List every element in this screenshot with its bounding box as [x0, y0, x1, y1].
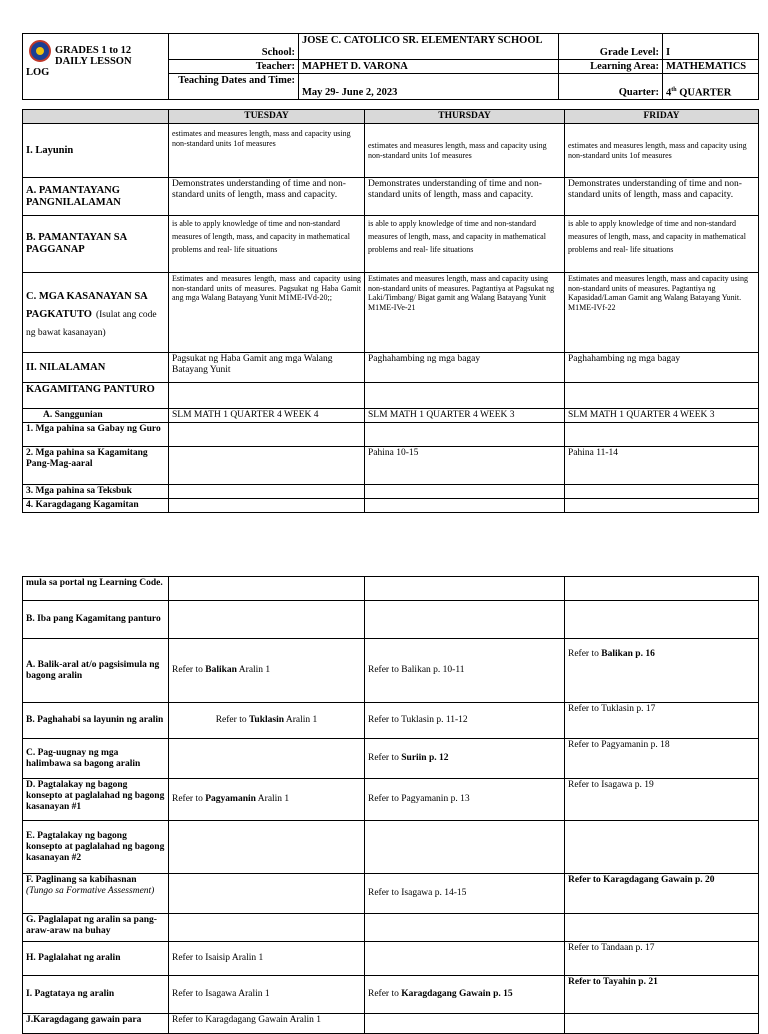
row-label-paglalahat: H. Paglalahat ng aralin — [23, 942, 169, 976]
row-label-pagtalakay1: D. Pagtalakay ng bagong konsepto at paglalahad ng bagong kasanayan #1 — [23, 779, 169, 821]
row-label-sanggunian: A. Sanggunian — [23, 409, 169, 423]
cell-balik-fri — [565, 639, 759, 703]
kasanayan-label: C. MGA KASANAYAN SA PAGKATUTO — [26, 290, 148, 320]
teaching-dates-value: May 29- June 2, 2023 — [299, 74, 559, 100]
learning-area-value: MATHEMATICS — [663, 60, 759, 74]
cell-pag-uugnay-thu — [365, 739, 565, 779]
paglinang-label: F. Paglinang sa kabihasnan — [26, 875, 137, 885]
kasanayan-note: (Isulat ang code ng bawat kasanayan) — [26, 309, 157, 338]
log-title-cell — [23, 34, 169, 100]
cell-paglalahat-thu — [365, 942, 565, 976]
lesson-table-page1 — [22, 109, 759, 513]
cell-portal-fri — [565, 577, 759, 601]
cell-kagamitang-pang-thu: Pahina 10-15 — [365, 447, 565, 485]
row-label-nilalaman: II. NILALAMAN — [23, 353, 169, 383]
day-header-blank — [23, 110, 169, 124]
cell-pagtalakay1-thu: Refer to Pagyamanin p. 13 — [365, 779, 565, 821]
row-label-paglinang — [23, 874, 169, 914]
paghahabi-tue-pre: Refer to — [215, 715, 249, 725]
cell-balik-thu: Refer to Balikan p. 10-11 — [365, 639, 565, 703]
row-label-layunin: I. Layunin — [23, 124, 169, 178]
cell-portal-thu — [365, 577, 565, 601]
pagtalakay1-tue-pre: Refer to — [172, 794, 206, 804]
day-header-thursday: THURSDAY — [365, 110, 565, 124]
cell-iba-fri — [565, 601, 759, 639]
quarter-label: Quarter: — [559, 74, 663, 100]
cell-gabay-fri — [565, 423, 759, 447]
cell-pagganap-fri: is able to apply knowledge of time and non-standard measures of length, mass, and capacity in mathematical problems and real- life situations — [565, 216, 759, 273]
row-label-iba: B. Iba pang Kagamitang panturo — [23, 601, 169, 639]
cell-teksbuk-fri — [565, 485, 759, 499]
row-label-portal: mula sa portal ng Learning Code. — [23, 577, 169, 601]
row-label-paghahabi: B. Paghahabi sa layunin ng aralin — [23, 703, 169, 739]
quarter-value: 4th QUARTER — [663, 74, 759, 100]
row-label-karagdagang-gawain: J.Karagdagang gawain para — [23, 1014, 169, 1034]
cell-pagtataya-fri: Refer to Tayahin p. 21 — [565, 976, 759, 1014]
cell-karagdagang-thu — [365, 499, 565, 513]
cell-kagamitang-pang-fri: Pahina 11-14 — [565, 447, 759, 485]
cell-paglalahat-tue: Refer to Isaisip Aralin 1 — [169, 942, 365, 976]
balik-fri-bold: Balikan p. 16 — [601, 649, 655, 659]
cell-portal-tue — [169, 577, 365, 601]
log-title-line2: DAILY LESSON — [55, 56, 132, 67]
row-label-pamantayang: A. PAMANTAYANG PANGNILALAMAN — [23, 178, 169, 216]
school-label: School: — [169, 34, 299, 60]
cell-nilalaman-fri: Paghahambing ng mga bagay — [565, 353, 759, 383]
teaching-dates-label: Teaching Dates and Time: — [169, 74, 299, 100]
cell-pagtalakay1-fri: Refer to Isagawa p. 19 — [565, 779, 759, 821]
cell-pagtalakay2-thu — [365, 821, 565, 874]
cell-paghahabi-tue — [169, 703, 365, 739]
grade-level-value: I — [663, 34, 759, 60]
grade-level-label: Grade Level: — [559, 34, 663, 60]
day-header-friday: FRIDAY — [565, 110, 759, 124]
cell-paglinang-fri: Refer to Karagdagang Gawain p. 20 — [565, 874, 759, 914]
cell-pag-uugnay-fri: Refer to Pagyamanin p. 18 — [565, 739, 759, 779]
cell-pagtataya-tue: Refer to Isagawa Aralin 1 — [169, 976, 365, 1014]
row-label-kasanayan — [23, 273, 169, 353]
cell-pamantayang-tue: Demonstrates understanding of time and non- standard units of length, mass and capacity. — [169, 178, 365, 216]
paglinang-note: (Tungo sa Formative Assessment) — [26, 886, 155, 896]
deped-logo-icon — [29, 40, 51, 62]
row-label-teksbuk: 3. Mga pahina sa Teksbuk — [23, 485, 169, 499]
teacher-label: Teacher: — [169, 60, 299, 74]
cell-paglalahat-fri: Refer to Tandaan p. 17 — [565, 942, 759, 976]
cell-iba-thu — [365, 601, 565, 639]
school-value: JOSE C. CATOLICO SR. ELEMENTARY SCHOOL — [299, 34, 559, 60]
cell-sanggunian-fri: SLM MATH 1 QUARTER 4 WEEK 3 — [565, 409, 759, 423]
balik-tue-bold: Balikan — [205, 665, 237, 675]
cell-karagdagang-gawain-tue: Refer to Karagdagang Gawain Aralin 1 — [169, 1014, 365, 1034]
cell-kasanayan-tue: Estimates and measures length, mass and capacity using non-standard units of measures. Pagsukat ng Haba Gamit ang mga Walang Batayang Yunit M1ME-IVd-20;; — [169, 273, 365, 353]
day-header-tuesday: TUESDAY — [169, 110, 365, 124]
cell-pagtalakay2-tue — [169, 821, 365, 874]
cell-sanggunian-tue: SLM MATH 1 QUARTER 4 WEEK 4 — [169, 409, 365, 423]
pagtataya-thu-bold: Karagdagang Gawain p. 15 — [401, 989, 513, 999]
lesson-table-page2 — [22, 576, 759, 1034]
cell-layunin-tue: estimates and measures length, mass and capacity using non-standard units 1of measures — [169, 124, 365, 178]
cell-gabay-thu — [365, 423, 565, 447]
cell-paglalapat-tue — [169, 914, 365, 942]
header-table — [22, 33, 759, 100]
row-label-balik: A. Balik-aral at/o pagsisimula ng bagong aralin — [23, 639, 169, 703]
row-label-pagtalakay2: E. Pagtalakay ng bagong konsepto at paglalahad ng bagong kasanayan #2 — [23, 821, 169, 874]
cell-balik-tue — [169, 639, 365, 703]
row-label-pag-uugnay: C. Pag-uugnay ng mga halimbawa sa bagong aralin — [23, 739, 169, 779]
learning-area-label: Learning Area: — [559, 60, 663, 74]
log-title-line3: LOG — [26, 67, 50, 78]
balik-fri-pre: Refer to — [568, 649, 602, 659]
cell-karagdagang-fri — [565, 499, 759, 513]
cell-pamantayang-thu: Demonstrates understanding of time and non- standard units of length, mass and capacity. — [365, 178, 565, 216]
balik-tue-pre: Refer to — [172, 665, 206, 675]
cell-layunin-fri: estimates and measures length, mass and capacity using non-standard units 1of measures — [565, 124, 759, 178]
cell-pagtalakay1-tue — [169, 779, 365, 821]
row-label-pagtataya: I. Pagtataya ng aralin — [23, 976, 169, 1014]
cell-pagganap-tue: is able to apply knowledge of time and non-standard measures of length, mass, and capacity in mathematical problems and real- life situations — [169, 216, 365, 273]
cell-paglalapat-fri — [565, 914, 759, 942]
row-label-kagamitang-pang: 2. Mga pahina sa Kagamitang Pang-Mag-aaral — [23, 447, 169, 485]
cell-pag-uugnay-tue — [169, 739, 365, 779]
row-label-paglalapat: G. Paglalapat ng aralin sa pang-araw-araw na buhay — [23, 914, 169, 942]
cell-kagamitang-thu — [365, 383, 565, 409]
cell-nilalaman-thu: Paghahambing ng mga bagay — [365, 353, 565, 383]
pagtalakay1-tue-post: Aralin 1 — [255, 794, 290, 804]
cell-pamantayang-fri: Demonstrates understanding of time and non- standard units of length, mass and capacity. — [565, 178, 759, 216]
paghahabi-tue-bold: Tuklasin — [248, 715, 285, 725]
row-label-karagdagang: 4. Karagdagang Kagamitan — [23, 499, 169, 513]
cell-teksbuk-thu — [365, 485, 565, 499]
cell-kagamitang-pang-tue — [169, 447, 365, 485]
cell-pagganap-thu: is able to apply knowledge of time and non-standard measures of length, mass, and capacity in mathematical problems and real- life situations — [365, 216, 565, 273]
cell-pagtalakay2-fri — [565, 821, 759, 874]
cell-paglinang-thu: Refer to Isagawa p. 14-15 — [365, 874, 565, 914]
balik-tue-post: Aralin 1 — [236, 665, 271, 675]
cell-nilalaman-tue: Pagsukat ng Haba Gamit ang mga Walang Batayang Yunit — [169, 353, 365, 383]
pagtataya-thu-pre: Refer to — [368, 989, 402, 999]
cell-karagdagang-tue — [169, 499, 365, 513]
cell-kagamitang-fri — [565, 383, 759, 409]
paghahabi-tue-post: Aralin 1 — [284, 715, 318, 725]
cell-teksbuk-tue — [169, 485, 365, 499]
pagtalakay1-tue-bold: Pagyamanin — [205, 794, 256, 804]
cell-paghahabi-fri: Refer to Tuklasin p. 17 — [565, 703, 759, 739]
cell-sanggunian-thu: SLM MATH 1 QUARTER 4 WEEK 3 — [365, 409, 565, 423]
cell-paghahabi-thu: Refer to Tuklasin p. 11-12 — [365, 703, 565, 739]
cell-kasanayan-thu: Estimates and measures length, mass and capacity using non-standard units of measures. Pagtantiya at Pagsukat ng Laki/Timbang/ Bigat gamit ang Walang Batayang Yunit M1ME-IVe-21 — [365, 273, 565, 353]
row-label-kagamitang: KAGAMITANG PANTURO — [23, 383, 169, 409]
pag-uugnay-thu-bold: Suriin p. 12 — [401, 753, 449, 763]
cell-paglalapat-thu — [365, 914, 565, 942]
teacher-value: MAPHET D. VARONA — [299, 60, 559, 74]
pag-uugnay-thu-pre: Refer to — [368, 753, 402, 763]
row-label-pagganap: B. PAMANTAYAN SA PAGGANAP — [23, 216, 169, 273]
row-label-gabay: 1. Mga pahina sa Gabay ng Guro — [23, 423, 169, 447]
cell-kasanayan-fri: Estimates and measures length, mass and capacity using non-standard units of measures. Pagtantiya ng Kapasidad/Laman Gamit ang Walang Batayang Yunit. M1ME-IVf-22 — [565, 273, 759, 353]
cell-pagtataya-thu — [365, 976, 565, 1014]
cell-paglinang-tue — [169, 874, 365, 914]
cell-kagamitang-tue — [169, 383, 365, 409]
cell-gabay-tue — [169, 423, 365, 447]
log-title-line1: GRADES 1 to 12 — [55, 45, 132, 56]
cell-layunin-thu: estimates and measures length, mass and capacity using non-standard units 1of measures — [365, 124, 565, 178]
cell-iba-tue — [169, 601, 365, 639]
